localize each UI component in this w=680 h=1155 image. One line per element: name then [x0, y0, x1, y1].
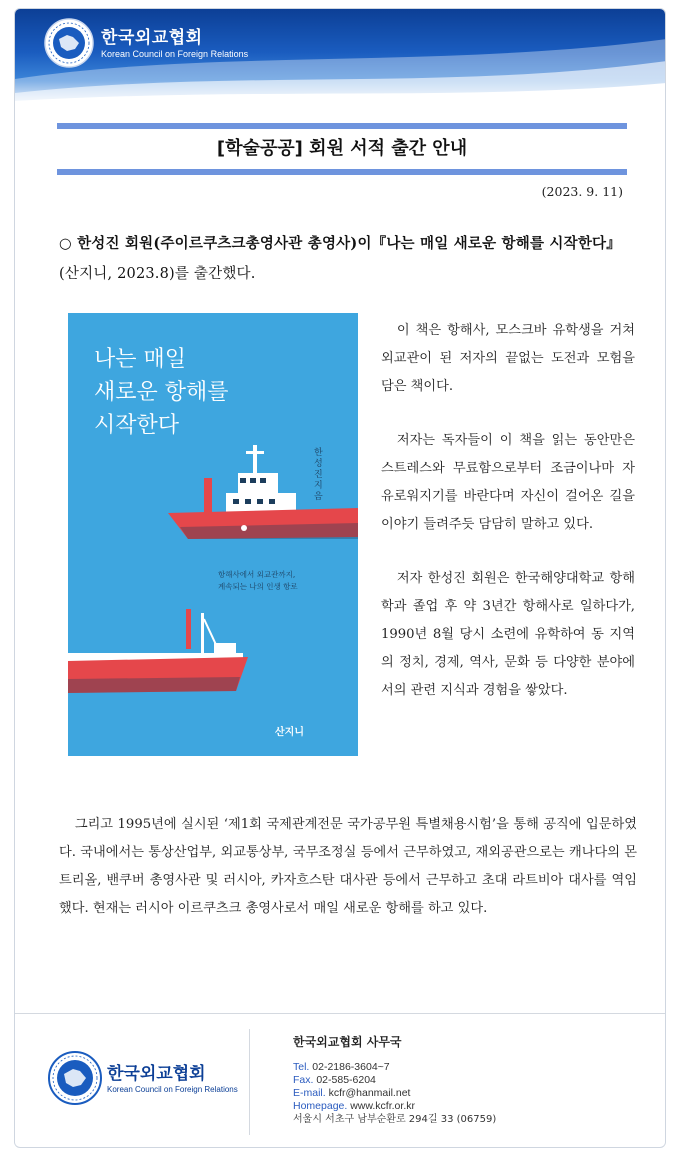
footer-kcfr-logo-icon: [47, 1050, 103, 1106]
cover-title: [94, 343, 229, 442]
footer-email: E-mail. kcfr@hanmail.net: [293, 1087, 411, 1099]
header-org-name-en: Korean Council on Foreign Relations: [101, 49, 249, 59]
title-bar-top: [57, 123, 627, 129]
side-paragraph: 저자 한성진 회원은 한국해양대학교 항해학과 졸업 후 약 3년간 항해사로 일하다가, 1990년 8월 당시 소련에 유학하여 동 지역의 정치, 경제, 역사, 문화 등 다양한 분야에서의 관련 지식과 경험을 쌓았다.: [381, 571, 635, 698]
footer-vertical-divider: [249, 1029, 250, 1135]
cover-subtitle: [218, 569, 298, 593]
homepage-link[interactable]: www.kcfr.or.kr: [350, 1100, 415, 1112]
footer-office-title: 한국외교협회 사무국: [293, 1035, 402, 1049]
footer-divider-line: [15, 1013, 666, 1014]
cover-author: 한성진 지음: [314, 448, 323, 502]
newsletter-frame: [14, 8, 666, 1148]
lead-bold-text: ○ 한성진 회원(주이르쿠츠크총영사관 총영사)이『나는 매일 새로운 항해를 시작한다』: [59, 235, 621, 252]
notice-title: [학술공공] 회원 서적 출간 안내: [216, 138, 468, 159]
upper-ship: [168, 445, 358, 539]
footer-org-name-ko: 한국외교협회: [107, 1064, 206, 1084]
footer-tel: Tel. 02-2186-3604~7: [293, 1061, 390, 1073]
cover-subtitle-line: 항해사에서 외교관까지,: [218, 570, 296, 579]
cover-publisher: 산지니: [275, 727, 304, 738]
email-link[interactable]: kcfr@hanmail.net: [328, 1087, 411, 1099]
body-paragraph: 그리고 1995년에 실시된 ‘제1회 국제관계전문 국가공무원 특별채용시험’을 통해 공직에 입문하였다. 국내에서는 통상산업부, 외교통상부, 국무조정실 등에서 근무하였고, 재외공관으로는 캐나다의 몬트리올, 밴쿠버 총영사관 및 러시아, 카자흐스탄 대사관 등에서 근무하고 초대 라트비아 대사를 역임했다. 현재는 러시아 이르쿠츠크 총영사로서 매일 새로운 항해를 하고 있다.: [59, 817, 637, 916]
cover-title-line: 시작한다: [94, 413, 180, 438]
header-banner: [15, 9, 666, 105]
notice-date: (2023. 9. 11): [541, 184, 623, 199]
lead-plain-text: (산지니, 2023.8)를 출간했다.: [59, 266, 256, 282]
footer-contacts: [293, 1061, 496, 1126]
title-bar-bottom: [57, 169, 627, 175]
book-cover-image: [68, 313, 358, 756]
footer-homepage: Homepage. www.kcfr.or.kr: [293, 1100, 415, 1112]
side-paragraph: 저자는 독자들이 이 책을 읽는 동안만은 스트레스와 무료함으로부터 조금이나마 자유로워지기를 바란다며 자신이 걸어온 길을 이야기 들려주듯 담담히 말하고 있다.: [381, 433, 635, 532]
cover-title-line: 나는 매일: [94, 347, 187, 372]
footer-fax: Fax. 02-585-6204: [293, 1074, 376, 1086]
lower-ship: [68, 609, 248, 693]
header-org-name-ko: 한국외교협회: [101, 28, 203, 48]
cover-title-line: 새로운 항해를: [94, 380, 229, 405]
lead-paragraph: [59, 229, 629, 289]
side-text-column: [381, 317, 635, 731]
footer-org-name-en: Korean Council on Foreign Relations: [107, 1085, 238, 1094]
kcfr-logo-icon: [43, 17, 95, 69]
side-paragraph: 이 책은 항해사, 모스크바 유학생을 거쳐 외교관이 된 저자의 끝없는 도전과 모험을 담은 책이다.: [381, 323, 635, 394]
cover-subtitle-line: 계속되는 나의 인생 항로: [218, 582, 298, 591]
footer-address: 서울시 서초구 남부순환로 294길 33 (06759): [293, 1114, 497, 1125]
